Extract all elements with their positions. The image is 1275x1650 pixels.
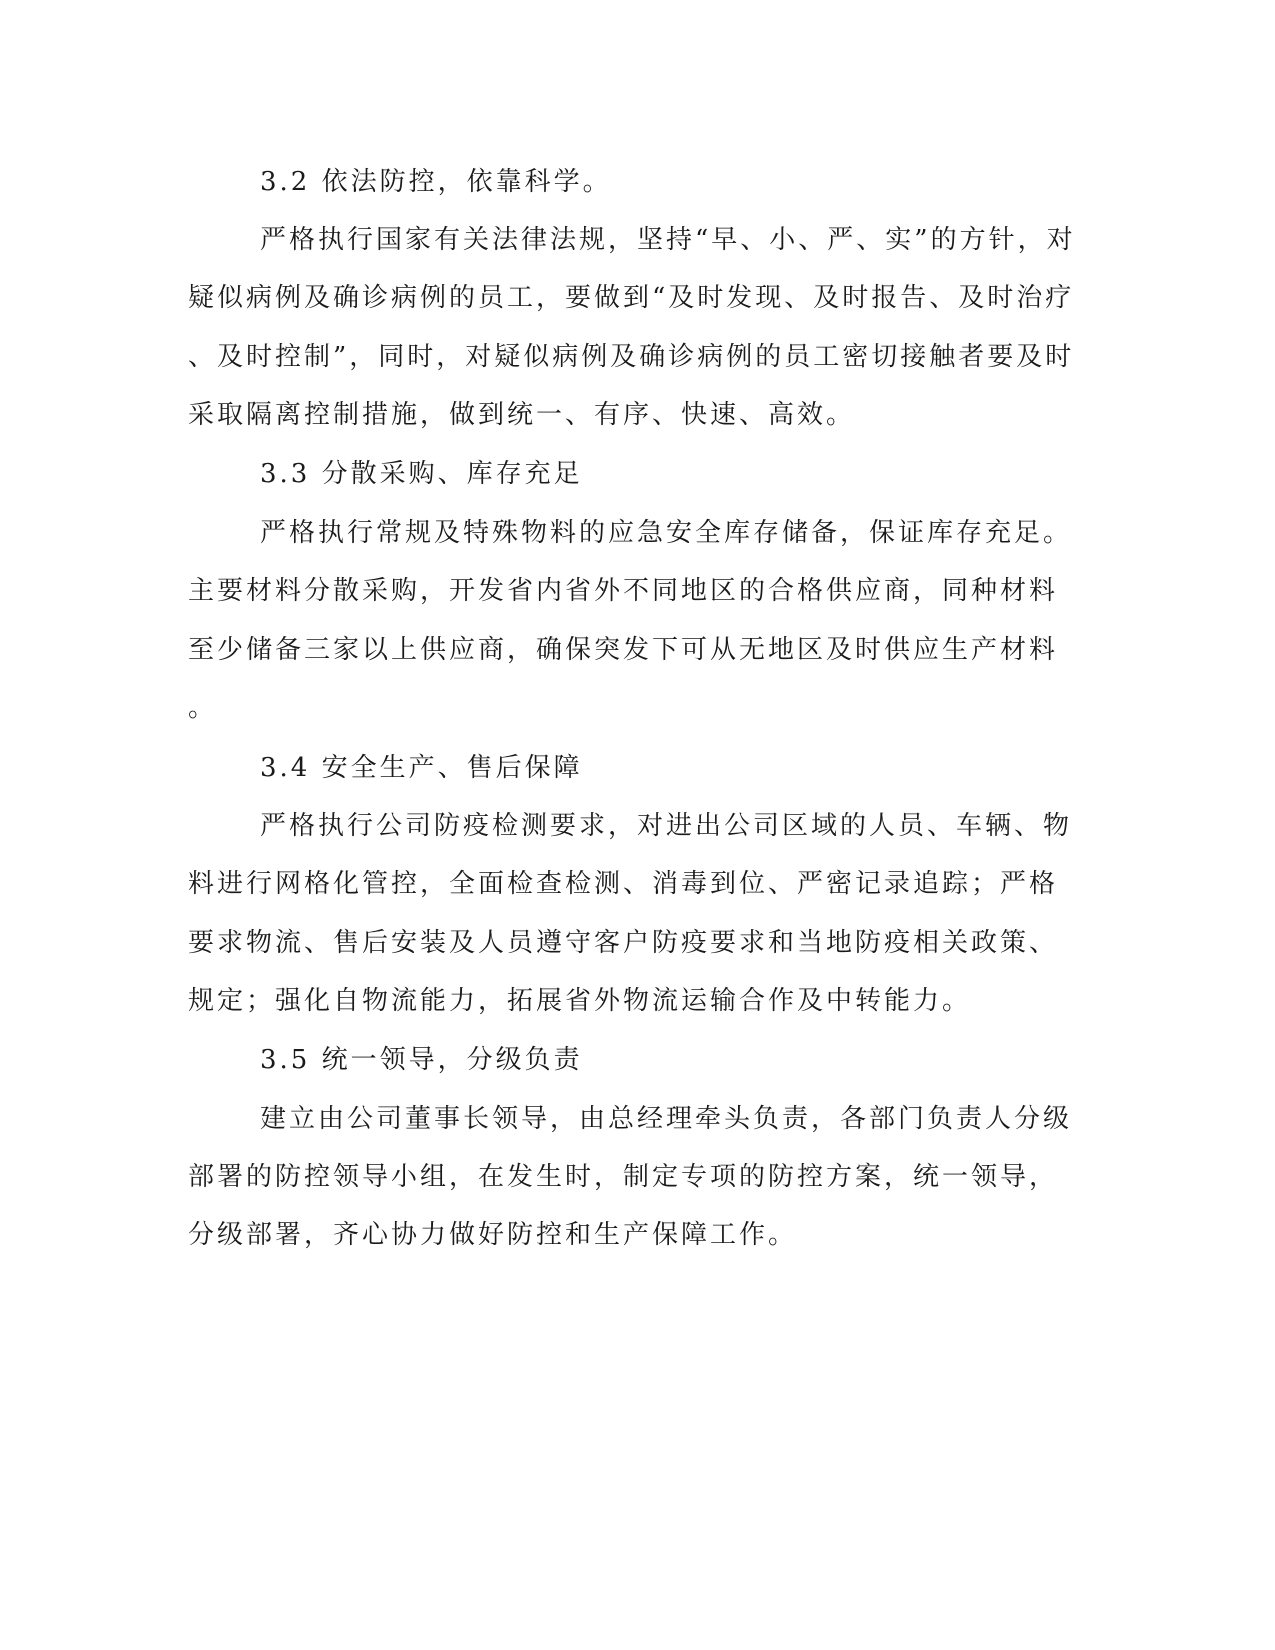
- section-heading: 3.5 统一领导，分级负责: [260, 1045, 583, 1075]
- paragraph-line: 疑似病例及确诊病例的员工，要做到“及时发现、及时报告、及时治疗: [188, 283, 1075, 313]
- paragraph-line: 部署的防控领导小组，在发生时，制定专项的防控方案，统一领导，: [188, 1162, 1059, 1192]
- paragraph-line: 料进行网格化管控，全面检查检测、消毒到位、严密记录追踪；严格: [188, 869, 1059, 899]
- paragraph-line: 采取隔离控制措施，做到统一、有序、快速、高效。: [188, 400, 856, 430]
- paragraph-line: 至少储备三家以上供应商，确保突发下可从无地区及时供应生产材料: [188, 635, 1059, 665]
- paragraph-line: 严格执行常规及特殊物料的应急安全库存储备，保证库存充足。: [260, 518, 1073, 548]
- paragraph-line: 规定；强化自物流能力，拓展省外物流运输合作及中转能力。: [188, 986, 972, 1016]
- section-heading: 3.4 安全生产、售后保障: [260, 753, 583, 783]
- paragraph-line: 严格执行国家有关法律法规，坚持“早、小、严、实”的方针，对: [260, 225, 1076, 255]
- paragraph-line: 建立由公司董事长领导，由总经理牵头负责，各部门负责人分级: [260, 1104, 1073, 1134]
- section-heading: 3.3 分散采购、库存充足: [260, 459, 583, 489]
- paragraph-line: 。: [188, 693, 218, 723]
- section-heading: 3.2 依法防控，依靠科学。: [260, 167, 612, 197]
- paragraph-line: 主要材料分散采购，开发省内省外不同地区的合格供应商，同种材料: [188, 576, 1059, 606]
- paragraph-line: 严格执行公司防疫检测要求，对进出公司区域的人员、车辆、物: [260, 811, 1073, 841]
- paragraph-line: 要求物流、售后安装及人员遵守客户防疫要求和当地防疫相关政策、: [188, 928, 1059, 958]
- paragraph-line: 、及时控制”，同时，对疑似病例及确诊病例的员工密切接触者要及时: [188, 342, 1075, 372]
- paragraph-line: 分级部署，齐心协力做好防控和生产保障工作。: [188, 1220, 798, 1250]
